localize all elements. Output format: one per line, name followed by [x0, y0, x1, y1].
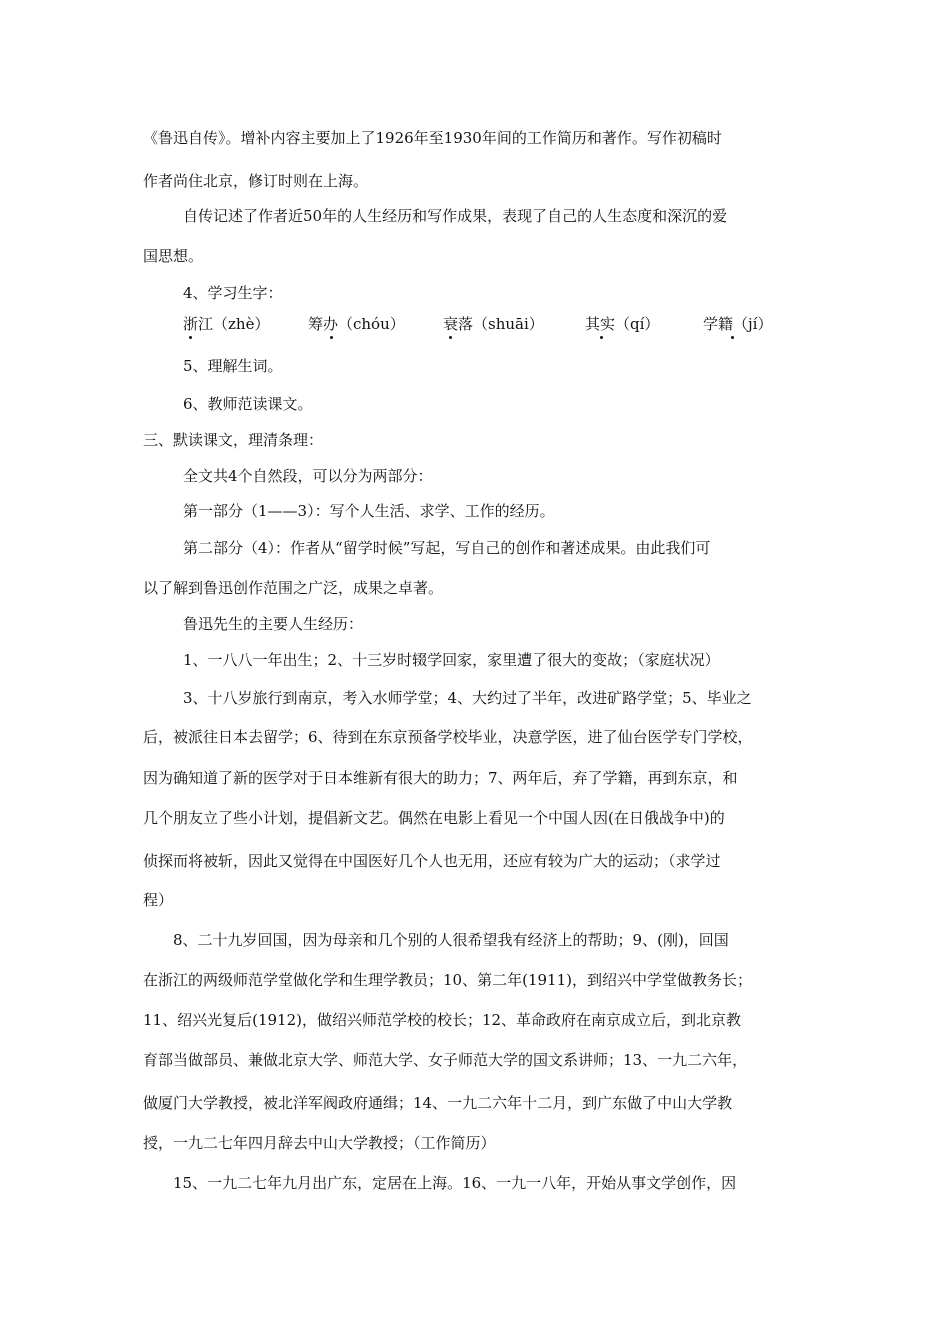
study-line-5: 侦探而将被斩，因此又觉得在中国医好几个人也无用，还应有较为广大的运动；（求学过	[143, 852, 721, 870]
part-3-paragraph-3-line-2: 以了解到鲁迅创作范围之广泛，成果之卓著。	[143, 579, 444, 597]
work-line-4: 育部当做部员、兼做北京大学、师范大学、女子师范大学的国文系讲师；13、一九二六年，	[143, 1051, 748, 1069]
intro-line-3: 自传记述了作者近50年的人生经历和写作成果，表现了自己的人生态度和深沉的爱	[183, 207, 728, 225]
vocab-word	[585, 314, 659, 334]
emphasis-dot	[731, 336, 734, 339]
part-3-paragraph-3-line-1: 第二部分（4）：作者从“留学时候”写起，写自己的创作和著述成果。由此我们可	[183, 539, 711, 557]
vocab-text: 学籍（jí）	[703, 315, 773, 333]
emphasis-dot	[330, 336, 333, 339]
part-3-heading: 三、默读课文，理清条理：	[143, 431, 324, 449]
intro-line-1: 《鲁迅自传》。增补内容主要加上了1926年至1930年间的工作简历和著作。写作初稿时	[143, 129, 722, 147]
vocab-word	[183, 314, 269, 334]
section-6-heading: 6、教师范读课文。	[183, 395, 313, 413]
vocab-text: 筹办（chóu）	[308, 315, 405, 333]
study-line-1: 3、十八岁旅行到南京，考入水师学堂；4、大约过了半年，改进矿路学堂；5、毕业之	[183, 689, 752, 707]
part-3-paragraph-2: 第一部分（1——3）：写个人生活、求学、工作的经历。	[183, 502, 555, 520]
study-line-3: 因为确知道了新的医学对于日本维新有很大的助力；7、两年后，弃了学籍，再到东京，和	[143, 769, 738, 787]
work-line-3: 11、绍兴光复后(1912)，做绍兴师范学校的校长；12、革命政府在南京成立后，到北京教	[143, 1011, 742, 1029]
study-line-4: 几个朋友立了些小计划，提倡新文艺。偶然在电影上看见一个中国人因(在日俄战争中)的	[143, 809, 725, 827]
vocab-text: 其实（qí）	[585, 315, 660, 333]
writing-line-1: 15、一九二七年九月出广东，定居在上海。16、一九一八年，开始从事文学创作，因	[173, 1174, 737, 1192]
work-line-6: 授，一九二七年四月辞去中山大学教授；（工作简历）	[143, 1134, 496, 1152]
section-5-heading: 5、理解生词。	[183, 357, 283, 375]
work-line-5: 做厦门大学教授，被北洋军阀政府通缉；14、一九二六年十二月，到广东做了中山大学教	[143, 1094, 733, 1112]
work-line-1: 8、二十九岁回国，因为母亲和几个别的人很希望我有经济上的帮助；9、(刚)，回国	[173, 931, 729, 949]
part-3-paragraph-1: 全文共4个自然段，可以分为两部分：	[183, 467, 433, 485]
study-line-6: 程）	[143, 891, 174, 909]
emphasis-dot	[600, 336, 603, 339]
part-3-paragraph-4: 鲁迅先生的主要人生经历：	[183, 615, 364, 633]
vocab-word	[443, 314, 544, 334]
work-line-2: 在浙江的两级师范学堂做化学和生理学教员；10、第二年(1911)，到绍兴中学堂做教务长；	[143, 971, 752, 989]
vocab-text: 浙江（zhè）	[183, 315, 270, 333]
family-status-line: 1、一八八一年出生；2、十三岁时辍学回家，家里遭了很大的变故；（家庭状况）	[183, 651, 720, 669]
emphasis-dot	[449, 336, 452, 339]
study-line-2: 后，被派往日本去留学；6、待到在东京预备学校毕业，决意学医，进了仙台医学专门学校，	[143, 728, 753, 746]
vocab-text: 衰落（shuāi）	[443, 315, 544, 333]
section-4-heading: 4、学习生字：	[183, 284, 283, 302]
intro-line-2: 作者尚住北京，修订时则在上海。	[143, 172, 369, 190]
vocab-word	[703, 314, 772, 334]
vocab-word	[308, 314, 405, 334]
intro-line-4: 国思想。	[143, 247, 204, 265]
vocabulary-row	[0, 314, 950, 338]
emphasis-dot	[189, 336, 192, 339]
